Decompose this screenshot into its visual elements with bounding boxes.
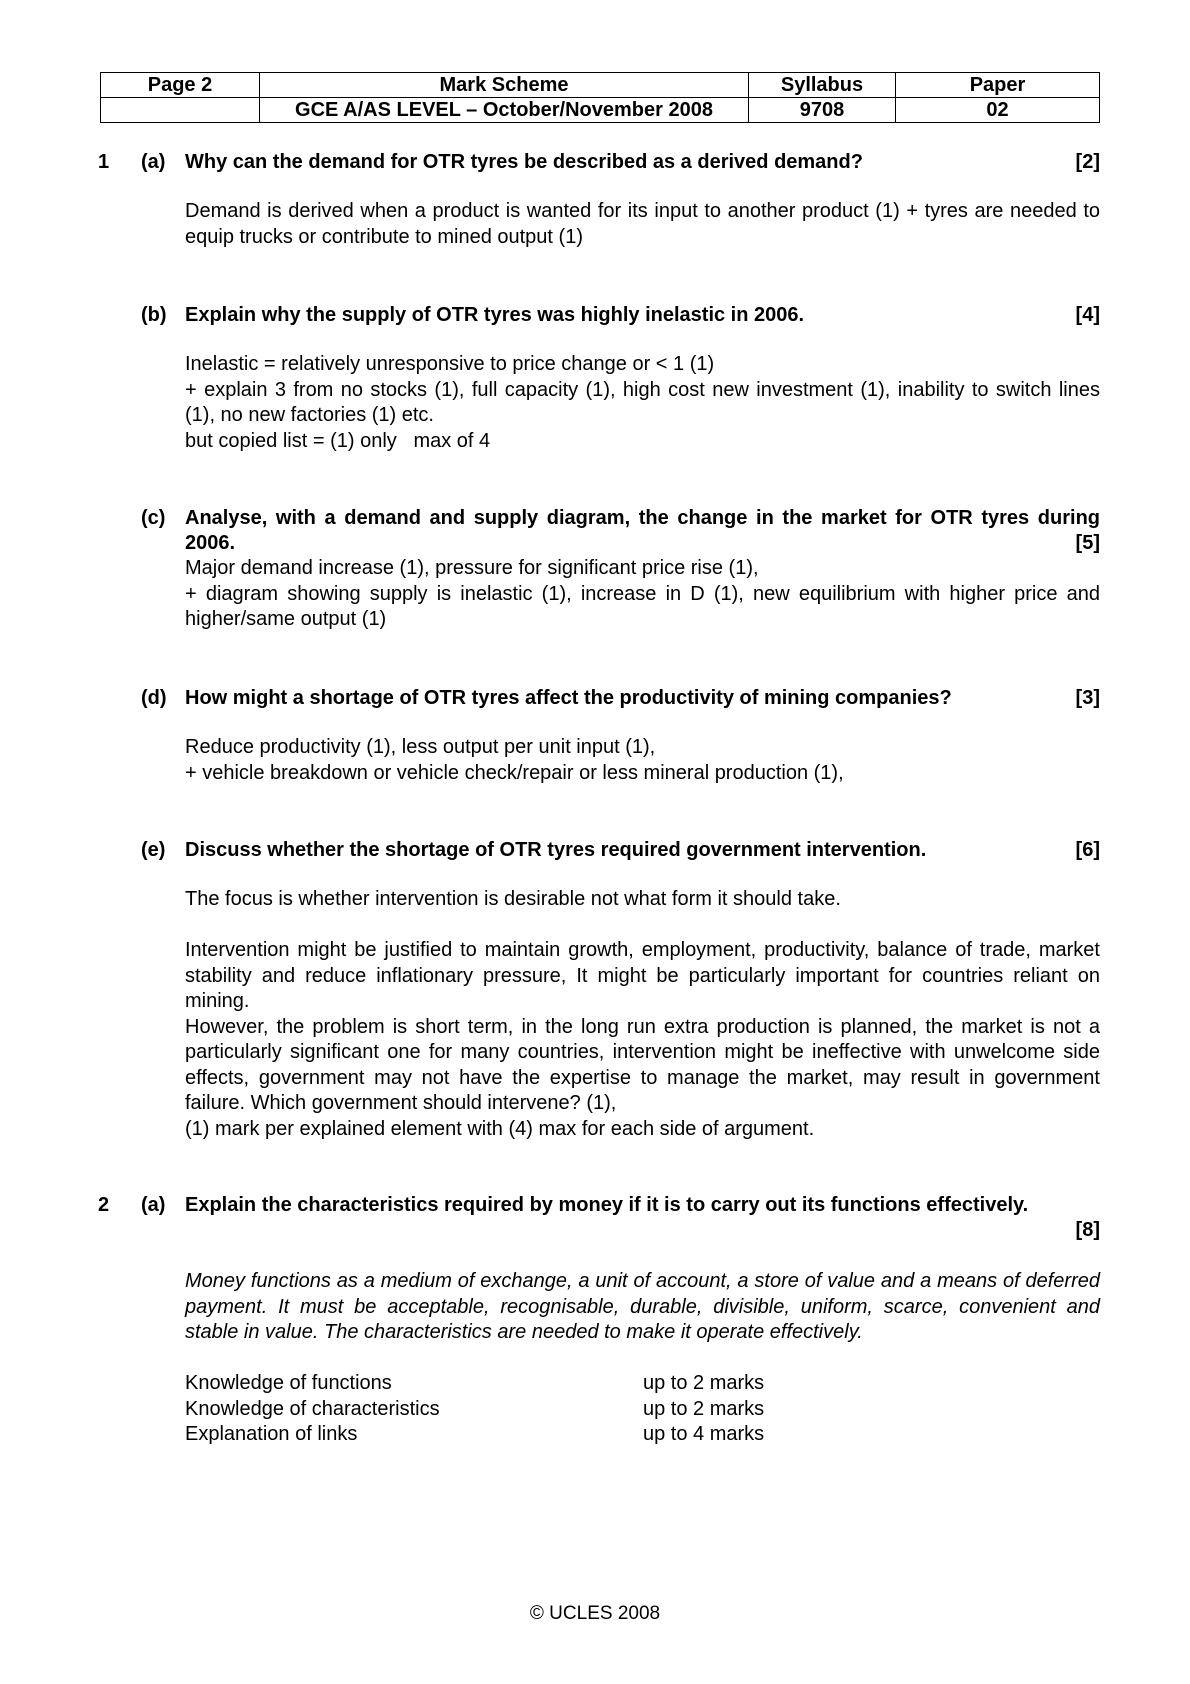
marks: [4]: [1075, 304, 1100, 326]
question-text: Analyse, with a demand and supply diagram, the change in the market for OTR tyres during 2006.: [185, 507, 1100, 554]
answer-text: Intervention might be justified to maintain growth, employment, productivity, balance of trade, market stability and reduce inflationary pressure, It might be particularly important for countries reliant on mining. However, the problem is short term, in the long run extra production is planned, the market is not a particularly significant one for many countries, intervention might be ineffective with unwelcome side effects, government may not have the expertise to manage the market, may result in government failure. Which government should intervene? (1), (1) mark per explained element with (4) max for each side of argument.: [185, 939, 1100, 1140]
part-label: (d): [141, 687, 167, 709]
paper-label: Paper: [896, 73, 1100, 98]
answer-text: Major demand increase (1), pressure for significant price rise (1), + diagram showing supply is inelastic (1), increase in D (1), new equilibrium with higher price and higher/same output (1): [185, 557, 1100, 630]
marks: [2]: [1075, 151, 1100, 173]
marks: [6]: [1075, 839, 1100, 861]
part-label: (b): [141, 304, 167, 326]
question-text: Explain why the supply of OTR tyres was highly inelastic in 2006.: [185, 304, 805, 326]
paper-code: 02: [896, 98, 1100, 123]
header-empty-cell: [101, 98, 260, 123]
marking-row: Knowledge of characteristics up to 2 marks: [185, 1397, 765, 1420]
syllabus-code: 9708: [749, 98, 896, 123]
syllabus-label: Syllabus: [749, 73, 896, 98]
answer-text: Reduce productivity (1), less output per unit input (1), + vehicle breakdown or vehicle check/repair or less mineral production (1),: [185, 736, 844, 784]
question-number: 1: [98, 151, 110, 173]
marks: [3]: [1075, 687, 1100, 709]
marking-row: Explanation of links up to 4 marks: [185, 1423, 765, 1445]
answer-text: Money functions as a medium of exchange, a unit of account, a store of value and a means of deferred payment. It must be acceptable, recognisable, durable, divisible, uniform, scarce, convenient and stable in value. The characteristics are needed to make it operate effectively.: [185, 1270, 1100, 1343]
answer-text: Inelastic = relatively unresponsive to price change or < 1 (1) + explain 3 from no stocks (1), full capacity (1), high cost new investment (1), inability to switch lines (1), no new factories (1) etc. but copied list = (1) only max of 4: [185, 353, 1100, 452]
answer-text: Demand is derived when a product is wanted for its input to another product (1) + tyres are needed to equip trucks or contribute to mined output (1): [185, 200, 1100, 248]
part-label: (c): [141, 507, 166, 529]
exam-session: GCE A/AS LEVEL – October/November 2008: [260, 98, 749, 123]
question-text: Discuss whether the shortage of OTR tyres required government intervention.: [185, 839, 927, 861]
marks: [8]: [1075, 1219, 1100, 1241]
part-label: (a): [141, 151, 166, 173]
question-text: How might a shortage of OTR tyres affect the productivity of mining companies?: [185, 687, 952, 709]
answer-text: The focus is whether intervention is desirable not what form it should take.: [185, 888, 841, 910]
header-table: [100, 72, 1100, 123]
header-title: Mark Scheme: [260, 73, 749, 98]
marking-row: Knowledge of functions up to 2 marks: [185, 1372, 765, 1394]
marking-table: [185, 1371, 764, 1448]
copyright-footer: © UCLES 2008: [529, 1603, 661, 1624]
part-label: (a): [141, 1194, 166, 1216]
question-text: Explain the characteristics required by money if it is to carry out its functions effectively.: [185, 1194, 1029, 1216]
marks: [5]: [1075, 532, 1100, 554]
part-label: (e): [141, 839, 166, 861]
page-number: Page 2: [101, 73, 260, 98]
question-text: Why can the demand for OTR tyres be described as a derived demand?: [185, 151, 863, 173]
question-number: 2: [98, 1194, 110, 1216]
